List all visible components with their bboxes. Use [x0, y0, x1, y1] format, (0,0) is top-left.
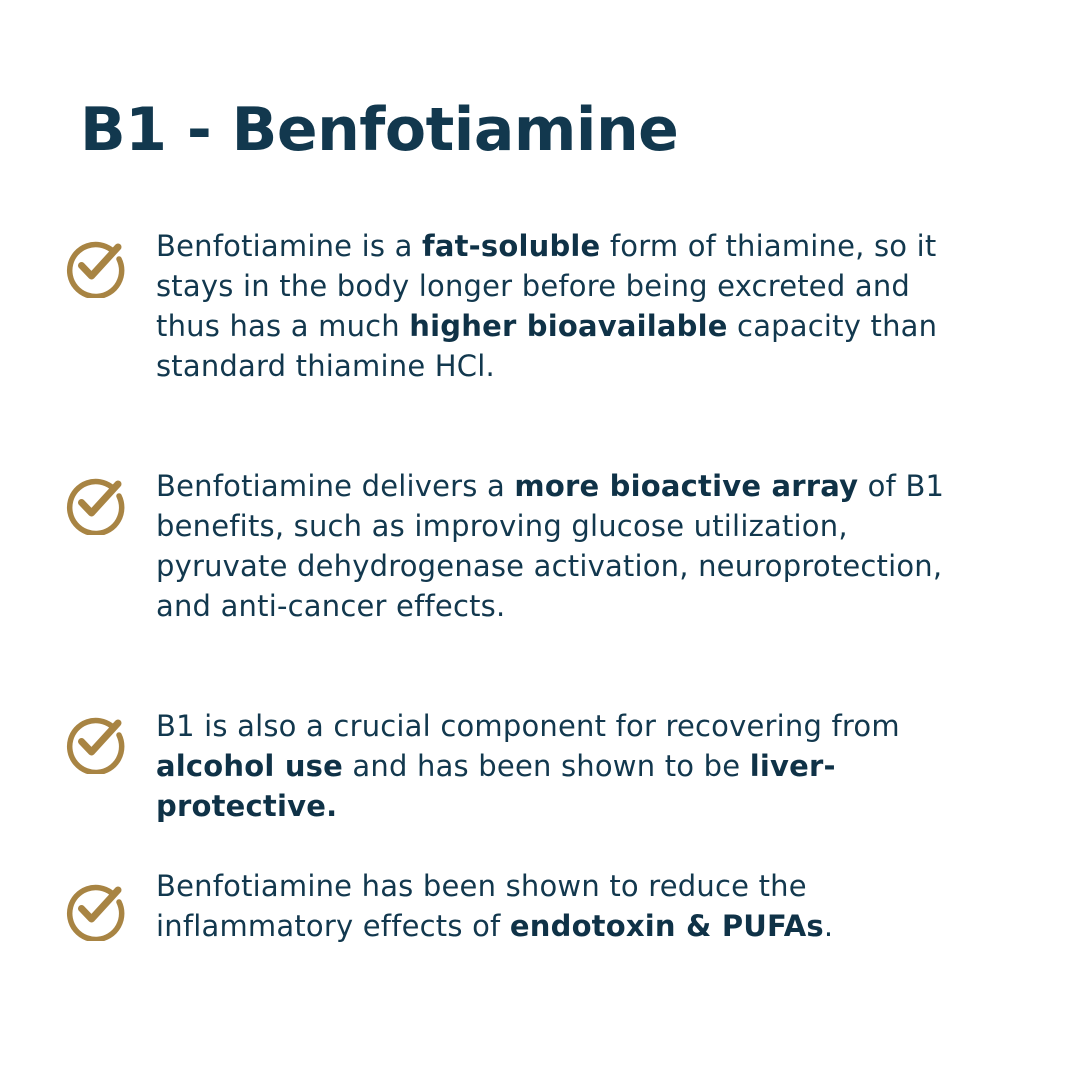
check-circle-icon — [62, 469, 128, 535]
page-title: B1 - Benfotiamine — [80, 95, 679, 165]
check-circle-icon — [62, 232, 128, 298]
benefit-text: Benfotiamine has been shown to reduce the inflammatory effects of endotoxin & PUFAs. — [156, 869, 834, 943]
check-circle-icon — [62, 875, 128, 941]
check-circle-icon — [62, 708, 128, 774]
benefit-text: B1 is also a crucial component for recovering from alcohol use and has been shown to be liver-protective. — [156, 709, 900, 823]
benefit-text: Benfotiamine is a fat-soluble form of thiamine, so it stays in the body longer before being excreted and thus has a much higher bioavailable capacity than standard thiamine HCl. — [156, 229, 938, 383]
benefit-text: Benfotiamine delivers a more bioactive array of B1 benefits, such as improving glucose utilization, pyruvate dehydrogenase activation, neuroprotection, and anti-cancer effects. — [156, 469, 945, 623]
